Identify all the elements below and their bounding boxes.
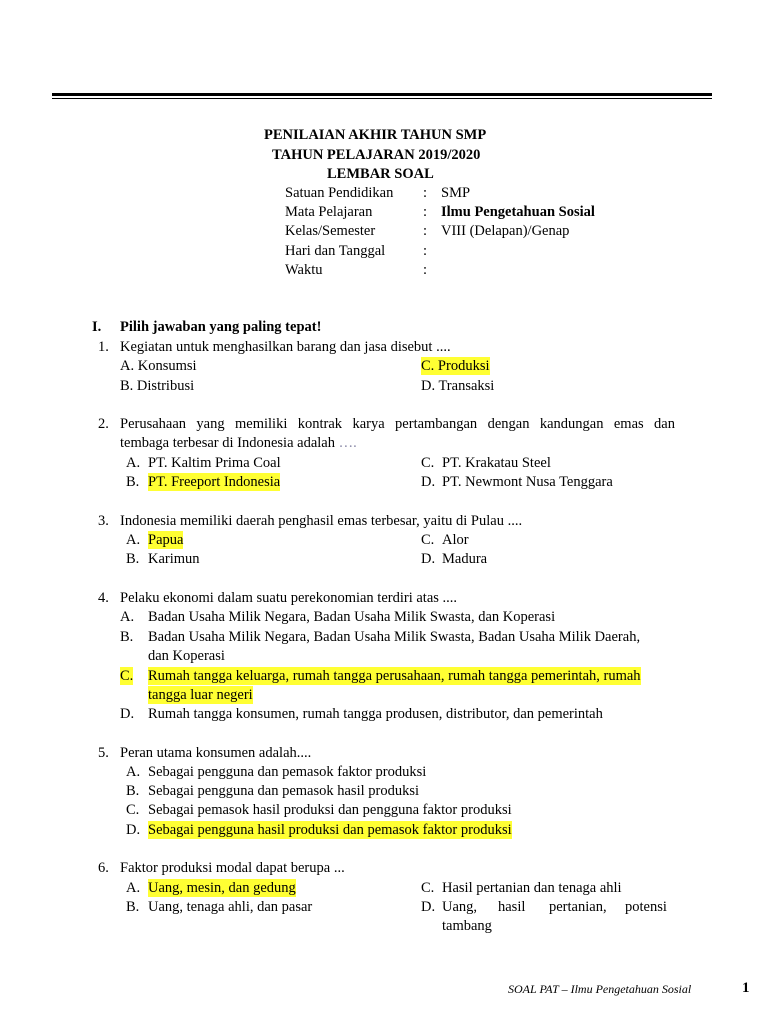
question-number: 5. — [98, 745, 109, 761]
option-letter: A. — [126, 880, 141, 896]
info-value: Ilmu Pengetahuan Sosial — [441, 204, 595, 220]
info-value: VIII (Delapan)/Genap — [441, 223, 570, 239]
question-number: 6. — [98, 860, 109, 876]
info-label: Waktu — [285, 262, 323, 278]
section-title: Pilih jawaban yang paling tepat! — [120, 319, 322, 335]
section-number: I. — [92, 319, 102, 335]
option-d-word: hasil — [498, 899, 526, 915]
option-text: Sebagai pemasok hasil produksi dan pengguna faktor produksi — [148, 802, 512, 818]
option-text: tambang — [442, 918, 492, 934]
option-text: Madura — [442, 551, 488, 567]
option-a-answer: Uang, mesin, dan gedung — [148, 880, 296, 896]
info-label: Satuan Pendidikan — [285, 185, 394, 201]
option-c-answer: Rumah tangga keluarga, rumah tangga perusahaan, rumah tangga pemerintah, rumah — [148, 668, 641, 684]
option-letter: A. — [126, 764, 141, 780]
info-label: Hari dan Tanggal — [285, 243, 386, 259]
info-colon: : — [423, 262, 428, 278]
option-text: PT. Krakatau Steel — [442, 455, 551, 471]
question-number: 1. — [98, 339, 109, 355]
option-text: dan Koperasi — [148, 648, 225, 664]
question-text: Kegiatan untuk menghasilkan barang dan jasa disebut .... — [120, 339, 451, 355]
option-letter: D. — [421, 899, 436, 915]
info-label: Mata Pelajaran — [285, 204, 373, 220]
option-text: Hasil pertanian dan tenaga ahli — [442, 880, 622, 896]
option-letter: D. — [126, 822, 141, 838]
option-text: Karimun — [148, 551, 200, 567]
option-c-answer: tangga luar negeri — [148, 687, 253, 703]
option-letter: A. — [120, 609, 135, 625]
option-text: Uang, tenaga ahli, dan pasar — [148, 899, 313, 915]
option-text: PT. Kaltim Prima Coal — [148, 455, 281, 471]
option-letter-answer: C. — [120, 668, 134, 684]
option-b: B. Distribusi — [120, 378, 195, 394]
option-text: Rumah tangga konsumen, rumah tangga produsen, distributor, dan pemerintah — [148, 706, 603, 722]
option-letter: B. — [120, 629, 134, 645]
question-text-line2-main: tembaga terbesar di Indonesia adalah — [120, 435, 335, 451]
question-text-line2 — [120, 434, 357, 452]
option-d-word: potensi — [625, 899, 667, 915]
footer-text: SOAL PAT – Ilmu Pengetahuan Sosial — [508, 982, 692, 996]
header-rule-thin — [52, 98, 712, 99]
option-letter: B. — [126, 899, 140, 915]
option-text: Alor — [442, 532, 469, 548]
question-number: 2. — [98, 416, 109, 432]
info-value: SMP — [441, 185, 471, 201]
info-colon: : — [423, 243, 428, 259]
option-letter: D. — [421, 474, 436, 490]
option-d-word: pertanian, — [549, 899, 607, 915]
info-label: Kelas/Semester — [285, 223, 376, 239]
doc-sheet-title: LEMBAR SOAL — [327, 166, 434, 182]
option-letter: B. — [126, 783, 140, 799]
option-a: A. Konsumsi — [120, 358, 197, 374]
header-rule-thick — [52, 93, 712, 96]
option-letter: A. — [126, 532, 141, 548]
option-letter: C. — [421, 532, 435, 548]
question-text-dots: …. — [338, 435, 357, 451]
option-letter: A. — [126, 455, 141, 471]
option-text: PT. Newmont Nusa Tenggara — [442, 474, 613, 490]
question-number: 4. — [98, 590, 109, 606]
option-letter: D. — [421, 551, 436, 567]
option-text: Badan Usaha Milik Negara, Badan Usaha Milik Swasta, Badan Usaha Milik Daerah, — [148, 629, 641, 645]
option-d: D. Transaksi — [421, 378, 495, 394]
question-text: Faktor produksi modal dapat berupa ... — [120, 860, 345, 876]
option-b-answer: PT. Freeport Indonesia — [148, 474, 281, 490]
option-letter: D. — [120, 706, 135, 722]
question-text: Peran utama konsumen adalah.... — [120, 745, 312, 761]
question-text: Pelaku ekonomi dalam suatu perekonomian terdiri atas .... — [120, 590, 458, 606]
doc-subtitle: TAHUN PELAJARAN 2019/2020 — [272, 147, 481, 163]
option-letter: B. — [126, 474, 140, 490]
option-text: Badan Usaha Milik Negara, Badan Usaha Milik Swasta, dan Koperasi — [148, 609, 556, 625]
info-colon: : — [423, 204, 428, 220]
option-d-answer: Sebagai pengguna hasil produksi dan pemasok faktor produksi — [148, 822, 512, 838]
option-d-word: Uang, — [442, 899, 478, 915]
option-letter: C. — [126, 802, 140, 818]
option-text: Sebagai pengguna dan pemasok faktor produksi — [148, 764, 427, 780]
page-number: 1 — [742, 980, 750, 996]
option-text: C. — [421, 455, 435, 471]
question-text-line1: Perusahaan yang memiliki kontrak karya pertambangan dengan kandungan emas dan — [120, 416, 675, 432]
info-colon: : — [423, 223, 428, 239]
info-colon: : — [423, 185, 428, 201]
doc-title: PENILAIAN AKHIR TAHUN SMP — [264, 127, 487, 143]
question-text: Indonesia memiliki daerah penghasil emas terbesar, yaitu di Pulau .... — [120, 513, 523, 529]
option-a-answer: Papua — [148, 532, 184, 548]
question-number: 3. — [98, 513, 109, 529]
option-letter: C. — [421, 880, 435, 896]
option-letter: B. — [126, 551, 140, 567]
option-c-answer: C. Produksi — [421, 358, 490, 374]
option-text: Sebagai pengguna dan pemasok hasil produksi — [148, 783, 420, 799]
